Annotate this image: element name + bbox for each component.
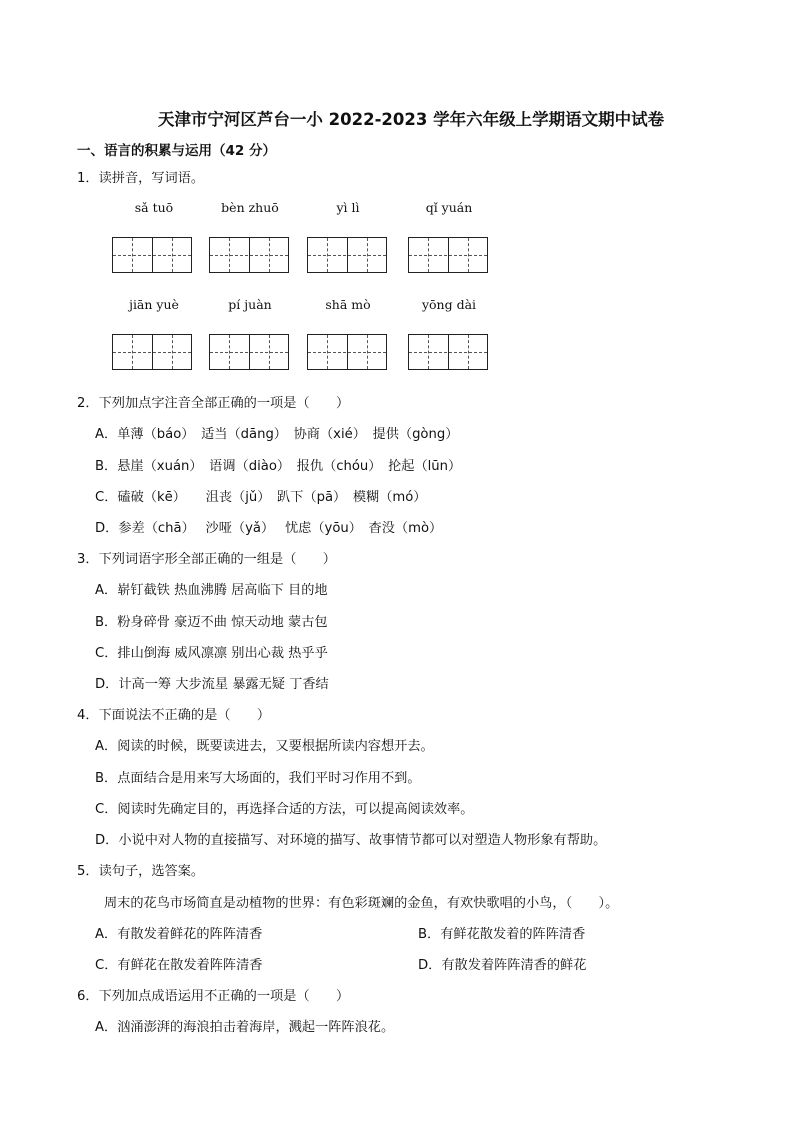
writing-grid-8[interactable] (408, 334, 488, 370)
q4-option-a[interactable]: A．阅读的时候，既要读进去，又要根据所读内容想开去。 (95, 739, 434, 754)
pinyin-8: yōng dài (421, 297, 477, 312)
q5-option-a[interactable]: A．有散发着鲜花的阵阵清香 (95, 927, 263, 942)
q2-option-b[interactable]: B．悬崖（xuán） 语调（diào） 报仇（chóu） 抡起（lūn） (95, 459, 462, 474)
q3-option-d[interactable]: D．计高一筹 大步流星 暴露无疑 丁香结 (95, 677, 329, 692)
writing-grid-4[interactable] (408, 237, 488, 273)
writing-grid-2[interactable] (209, 237, 289, 273)
pinyin-7: shā mò (325, 297, 371, 312)
q5-sentence: 周末的花鸟市场简直是动植物的世界：有色彩斑斓的金鱼，有欢快歌唱的小鸟，（ ）。 (104, 896, 619, 911)
writing-grid-7[interactable] (307, 334, 387, 370)
q4-option-c[interactable]: C．阅读时先确定目的，再选择合适的方法，可以提高阅读效率。 (95, 802, 474, 817)
pinyin-2: bèn zhuō (221, 200, 279, 215)
question-2-stem: 2．下列加点字注音全部正确的一项是（ ） (77, 396, 350, 411)
pinyin-1: sǎ tuō (134, 200, 174, 215)
writing-grid-6[interactable] (209, 334, 289, 370)
pinyin-3: yì lì (336, 200, 360, 215)
writing-grid-1[interactable] (112, 237, 192, 273)
exam-title: 天津市宁河区芦台一小 2022-2023 学年六年级上学期语文期中试卷 (157, 110, 665, 129)
writing-grid-3[interactable] (307, 237, 387, 273)
q2-option-a[interactable]: A．单薄（báo） 适当（dāng） 协商（xié） 提供（gòng） (95, 427, 459, 442)
question-3-stem: 3．下列词语字形全部正确的一组是（ ） (77, 552, 336, 567)
q6-option-a[interactable]: A．汹涌澎湃的海浪拍击着海岸，溅起一阵阵浪花。 (95, 1020, 395, 1035)
q2-option-d[interactable]: D．参差（chā） 沙哑（yǎ） 忧虑（yōu） 杳没（mò） (95, 521, 443, 536)
question-6-stem: 6．下列加点成语运用不正确的一项是（ ） (77, 989, 350, 1004)
q5-option-d[interactable]: D．有散发着阵阵清香的鲜花 (418, 958, 587, 973)
q5-option-c[interactable]: C．有鲜花在散发着阵阵清香 (95, 958, 263, 973)
q3-option-c[interactable]: C．排山倒海 威风凛凛 别出心裁 热乎乎 (95, 646, 328, 661)
q3-option-a[interactable]: A．崭钉截铁 热血沸腾 居高临下 目的地 (95, 583, 328, 598)
q4-option-b[interactable]: B．点面结合是用来写大场面的，我们平时习作用不到。 (95, 771, 421, 786)
question-5-stem: 5．读句子，选答案。 (77, 864, 205, 879)
question-1-stem: 1．读拼音，写词语。 (77, 171, 205, 186)
q3-option-b[interactable]: B．粉身碎骨 豪迈不曲 惊天动地 蒙古包 (95, 615, 328, 630)
writing-grid-5[interactable] (112, 334, 192, 370)
pinyin-6: pí juàn (228, 297, 272, 312)
q2-option-c[interactable]: C．磕破（kē） 沮丧（jǔ） 趴下（pā） 模糊（mó） (95, 490, 427, 505)
q5-option-b[interactable]: B．有鲜花散发着的阵阵清香 (418, 927, 586, 942)
question-4-stem: 4．下面说法不正确的是（ ） (77, 708, 271, 723)
q4-option-d[interactable]: D．小说中对人物的直接描写、对环境的描写、故事情节都可以对塑造人物形象有帮助。 (95, 833, 607, 848)
section-heading: 一、语言的积累与运用（42 分） (77, 143, 276, 159)
pinyin-5: jiān yuè (129, 297, 179, 312)
pinyin-4: qǐ yuán (425, 200, 473, 215)
